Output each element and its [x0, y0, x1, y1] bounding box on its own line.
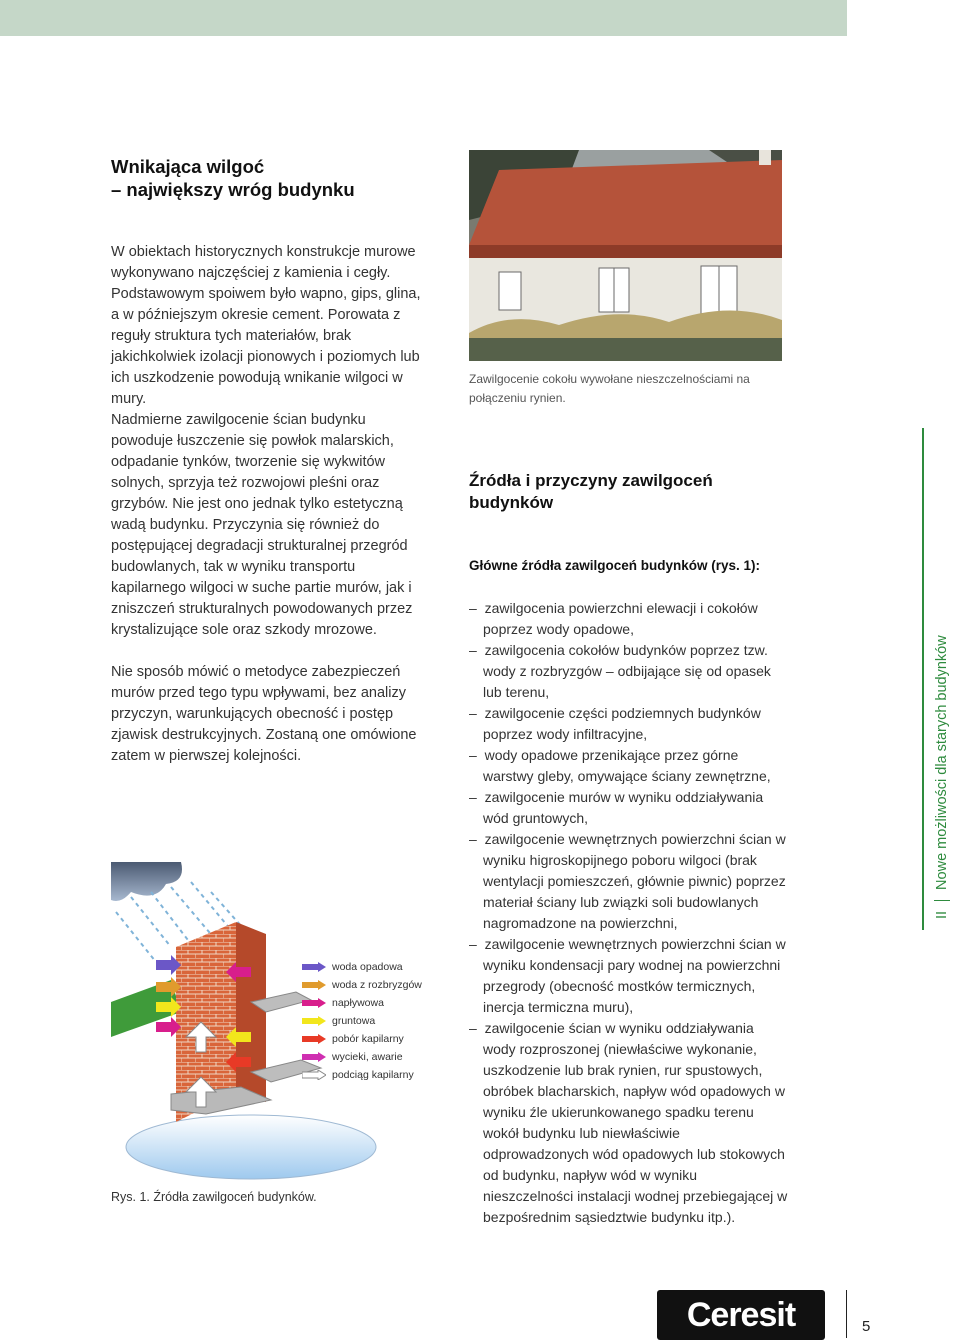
section-title: [111, 155, 355, 201]
page-number: 5: [862, 1318, 871, 1335]
chapter-number: II: [934, 900, 950, 919]
arrow-icon: [302, 1052, 326, 1062]
list-item: – zawilgocenie ścian w wyniku oddziaływania wody rozproszonej (niewłaściwe wykonanie, uszkodzenie lub brak rynien, rur spustowych, obróbek blacharskich, napływ wód opadowych w wyniku źle ukierunkowanego spadku terenu wokół budynku lub niewłaściwie odprowadzonych wód opadowych lub stokowych od budynku, napływ wód w wyniku nieszczelności instalacji wodnej przebiegającej w bezpośrednim sąsiedztwie budynku itp.).: [469, 1018, 789, 1228]
damage-paragraph: Nadmierne zawilgocenie ścian budynku powoduje łuszczenie się powłok malarskich, odpadanie tynków, tworzenie się wykwitów solnych, sprzyja też rozwojowi pleśni oraz grzybów. Nie jest ono jednak tylko estetyczną wadą budynku. Przyczynia się również do postępującej degradacji strukturalnej przegród budowlanych, tak w wyniku transportu kapilarnego wilgoci w suche partie murów, jak i zniszczeń strukturalnych powodowanych przez krystalizujące sole oraz szkody mrozowe.: [111, 412, 413, 638]
list-item: – zawilgocenie części podziemnych budynków poprzez wody infiltracyjne,: [469, 703, 789, 745]
legend-item: pobór kapilarny: [302, 1030, 422, 1048]
legend-item: podciąg kapilarny: [302, 1066, 422, 1084]
photo-caption: Zawilgocenie cokołu wywołane nieszczelnościami na połączeniu rynien.: [469, 372, 750, 405]
house-photo: [469, 150, 782, 361]
figure-caption: Rys. 1. Źródła zawilgoceń budynków.: [111, 1190, 317, 1204]
footer-divider: [846, 1290, 847, 1338]
list-item: – zawilgocenie wewnętrznych powierzchni ścian w wyniku higroskopijnego poboru wilgoci (brak wentylacji pomieszczeń, głównie piwnic) poprzez materiał ściany lub związki soli budowlanych nagromadzone na powierzchni,: [469, 829, 789, 934]
arrow-icon: [302, 980, 326, 990]
list-item: – zawilgocenia powierzchni elewacji i cokołów poprzez wody opadowe,: [469, 598, 789, 640]
list-item: – zawilgocenia cokołów budynków poprzez tzw. wody z rozbryzgów – odbijające się od opasek lub terenu,: [469, 640, 789, 703]
top-color-bar: [0, 0, 847, 36]
list-item: – wody opadowe przenikające przez górne warstwy gleby, omywające ściany zewnętrzne,: [469, 745, 789, 787]
legend-item: woda opadowa: [302, 958, 422, 976]
arrow-icon: [302, 1070, 326, 1080]
list-item: – zawilgocenie murów w wyniku oddziaływania wód gruntowych,: [469, 787, 789, 829]
arrow-icon: [302, 998, 326, 1008]
title-line-2: – największy wróg budynku: [111, 179, 355, 200]
legend-item: napływowa: [302, 994, 422, 1012]
chapter-label: Nowe możliwości dla starych budynków: [934, 635, 950, 890]
legend-item: woda z rozbryzgów: [302, 976, 422, 994]
chapter-side-tab: [922, 428, 960, 930]
title-line-1: Wnikająca wilgoć: [111, 156, 265, 177]
right-section-title: Źródła i przyczyny zawilgoceń budynków: [469, 471, 713, 512]
arrow-icon: [302, 1016, 326, 1026]
list-item: – zawilgocenie wewnętrznych powierzchni ścian w wyniku kondensacji pary wodnej na powierzchni przegrody (obecność mostków termicznych, inercja termiczna muru),: [469, 934, 789, 1018]
legend-item: wycieki, awarie: [302, 1048, 422, 1066]
intro-paragraph: W obiektach historycznych konstrukcje murowe wykonywano najczęściej z kamienia i cegły. Podstawowym spoiwem było wapno, gips, glina, a w późniejszym okresie cement. Porowata z reguły struktura tych materiałów, brak jakichkolwiek izolacji pionowych i poziomych lub ich uszkodzenie powodują wnikanie wilgoci w mury.: [111, 244, 421, 407]
arrow-icon: [302, 962, 326, 972]
method-paragraph: Nie sposób mówić o metodyce zabezpieczeń murów przed tego typu wpływami, bez analizy przyczyn, warunkujących obecność i postęp zjawisk destrukcyjnych. Zostaną one omówione zatem w pierwszej kolejności.: [111, 664, 417, 764]
arrow-icon: [302, 1034, 326, 1044]
right-subtitle: Główne źródła zawilgoceń budynków (rys. 1):: [469, 558, 761, 573]
legend-item: gruntowa: [302, 1012, 422, 1030]
ceresit-logo: Ceresit: [657, 1290, 825, 1340]
sources-list: [469, 598, 789, 1228]
diagram-legend: [302, 958, 422, 1084]
